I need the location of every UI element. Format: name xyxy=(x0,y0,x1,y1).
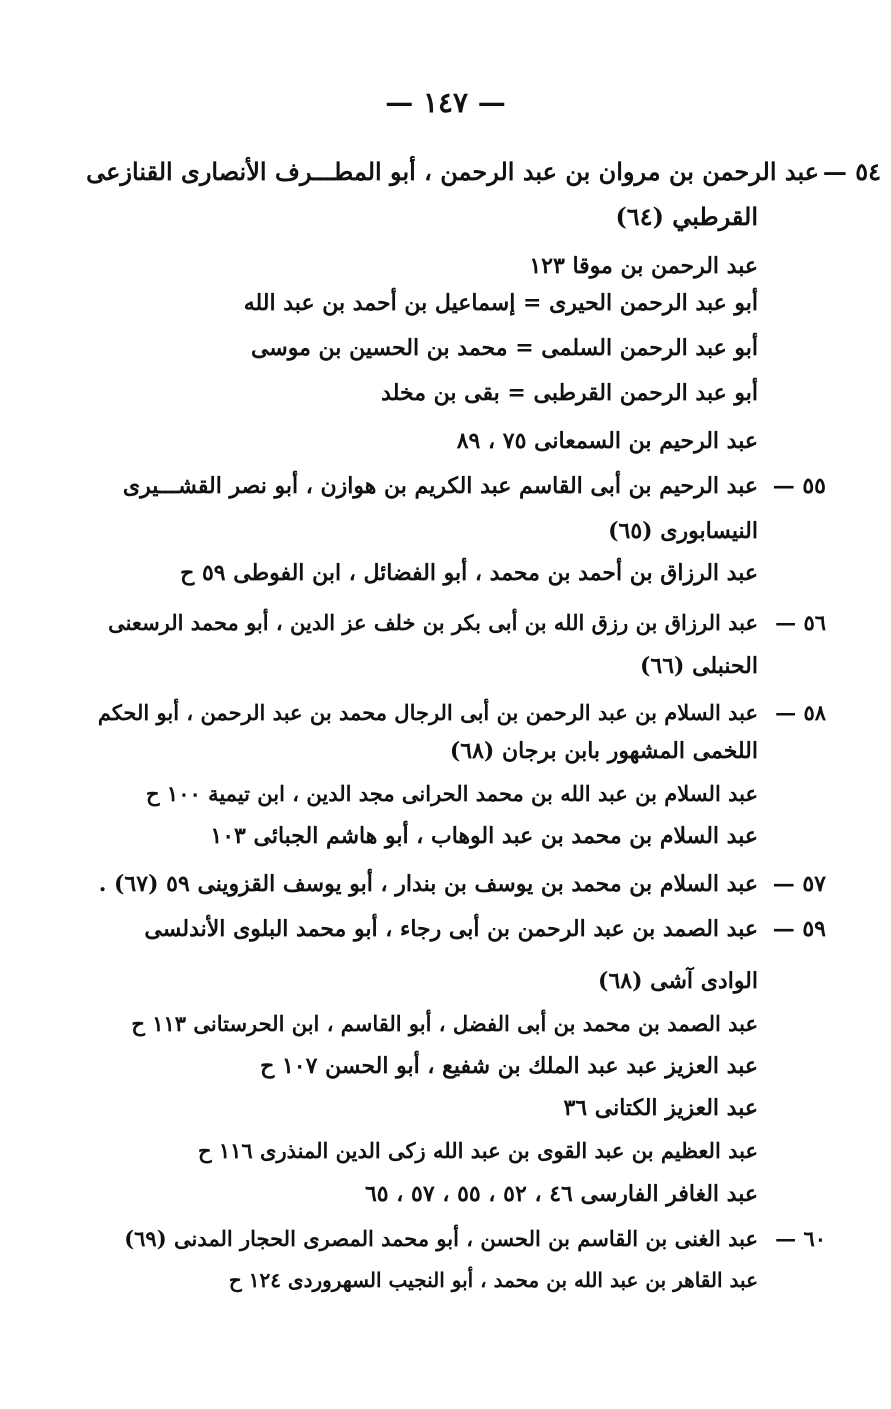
entry-text: أبو عبد الرحمن السلمى = محمد بن الحسين بن موسى xyxy=(250,335,758,361)
entry-text: عبد الغنى بن القاسم بن الحسن ، أبو محمد المصرى الحجار المدنى (٦٩) xyxy=(124,1226,758,1251)
entry-text: اللخمى المشهور بابن برجان (٦٨) xyxy=(449,738,758,764)
entry-line xyxy=(615,202,758,231)
entry-line xyxy=(457,430,758,452)
entry-line xyxy=(180,562,758,584)
entry-text: عبد الرحمن بن موقا ١٢٣ xyxy=(529,253,758,279)
entry-line xyxy=(146,783,758,804)
entry-text: عبد الرحيم بن أبى القاسم عبد الكريم بن هوازن ، أبو نصر القشـــيرى xyxy=(122,473,758,499)
entry-text: عبد العظيم بن عبد القوى بن عبد الله زكى الدين المنذرى ١١٦ ح xyxy=(197,1138,758,1163)
entry-text: عبد الغافر الفارسى ٤٦ ، ٥٢ ، ٥٥ ، ٥٧ ، ٦٥ xyxy=(364,1181,758,1207)
entry-line xyxy=(640,655,758,677)
entry-line xyxy=(598,970,758,992)
entry-line xyxy=(210,825,758,847)
entry-text: عبد الرزاق بن أحمد بن محمد ، أبو الفضائل ، ابن الفوطى ٥٩ ح xyxy=(180,560,758,586)
entry-line xyxy=(86,157,881,186)
entry-text: عبد الصمد بن محمد بن أبى الفضل ، أبو القاسم ، ابن الحرستانى ١١٣ ح xyxy=(131,1011,758,1036)
entry-text: النيسابورى (٦٥) xyxy=(608,518,758,544)
entry-line xyxy=(124,1226,826,1251)
entry-text: الحنبلى (٦٦) xyxy=(639,653,758,679)
entry-number: ٥٦ — xyxy=(775,610,826,635)
entry-number: ٦٠ — xyxy=(775,1226,826,1251)
entry-text: عبد الرزاق بن رزق الله بن أبى بكر بن خلف عز الدين ، أبو محمد الرسعنى xyxy=(108,610,758,635)
entry-text: عبد القاهر بن عبد الله بن محمد ، أبو النجيب السهروردى ١٢٤ ح xyxy=(228,1268,758,1292)
entry-line xyxy=(529,255,758,277)
entry-text: عبد الصمد بن عبد الرحمن بن أبى رجاء ، أبو محمد البلوى الأندلسى xyxy=(144,916,758,942)
entry-text: أبو عبد الرحمن القرطبى = بقى بن مخلد xyxy=(381,380,758,406)
entry-text: عبد الرحمن بن مروان بن عبد الرحمن ، أبو المطـــرف الأنصارى القنازعى xyxy=(86,157,819,186)
entry-text: عبد السلام بن محمد بن يوسف بن بندار ، أبو يوسف القزوينى ٥٩ (٦٧) . xyxy=(98,871,758,897)
entry-number: ٥٨ — xyxy=(775,700,826,725)
entry-text: عبد العزيز الكتانى ٣٦ xyxy=(563,1095,758,1121)
entry-text: عبد السلام بن محمد بن عبد الوهاب ، أبو هاشم الجبائى ١٠٣ xyxy=(210,823,758,849)
entry-line xyxy=(229,1270,758,1290)
entry-text: عبد السلام بن عبد الله بن محمد الحرانى مجد الدين ، ابن تيمية ١٠٠ ح xyxy=(146,781,758,806)
entry-line xyxy=(131,1013,758,1034)
entry-line xyxy=(608,520,758,542)
entry-number: ٥٤ — xyxy=(822,157,881,186)
page-number: — ١٤٧ — xyxy=(385,86,506,119)
entry-line xyxy=(365,1183,758,1205)
entry-text: الوادى آشى (٦٨) xyxy=(598,968,758,994)
entry-line xyxy=(450,740,758,762)
entry-line xyxy=(563,1097,758,1119)
entry-text: عبد الرحيم بن السمعانى ٧٥ ، ٨٩ xyxy=(456,428,758,454)
entry-line xyxy=(144,916,826,942)
entry-text: عبد السلام بن عبد الرحمن بن أبى الرجال محمد بن عبد الرحمن ، أبو الحكم xyxy=(97,700,758,725)
entry-number: ٥٩ — xyxy=(772,916,826,942)
entry-text: عبد العزيز عبد عبد الملك بن شفيع ، أبو الحسن ١٠٧ ح xyxy=(260,1053,758,1079)
entry-text: أبو عبد الرحمن الحيرى = إسماعيل بن أحمد بن عبد الله xyxy=(243,290,758,316)
entry-line xyxy=(98,871,826,897)
entry-text: القرطبي (٦٤) xyxy=(615,202,758,231)
entry-line xyxy=(198,1140,758,1161)
entry-line xyxy=(108,610,826,635)
entry-line xyxy=(244,292,758,314)
entry-line xyxy=(97,700,826,725)
entry-number: ٥٧ — xyxy=(772,871,826,897)
entry-line xyxy=(260,1055,758,1077)
entry-line xyxy=(381,382,758,404)
entry-number: ٥٥ — xyxy=(772,473,826,499)
entry-line xyxy=(122,473,826,499)
entry-line xyxy=(251,337,758,359)
